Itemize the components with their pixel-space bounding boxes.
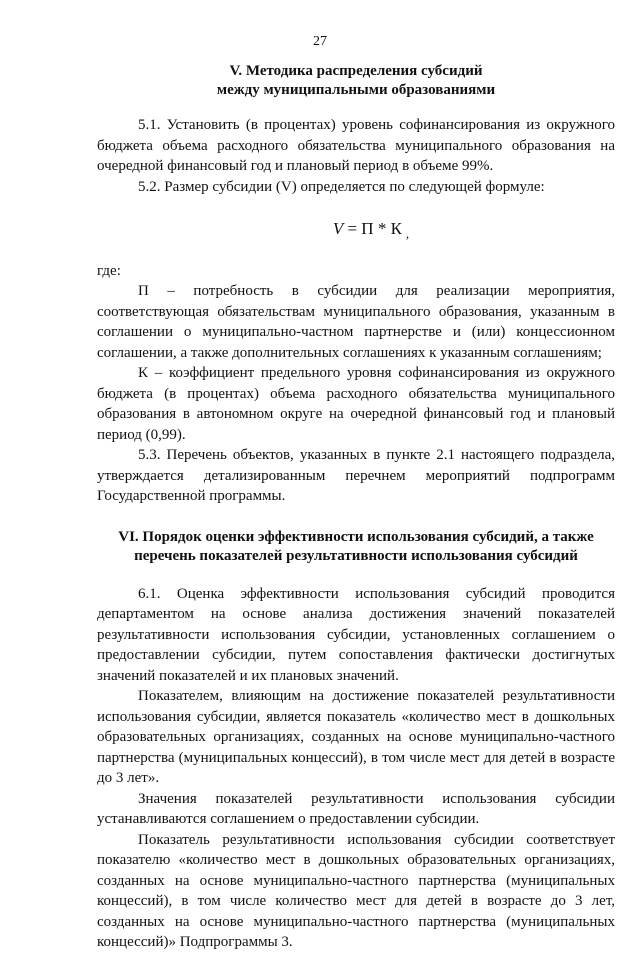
subsidy-formula (127, 219, 615, 245)
page-number: 27 (313, 34, 327, 49)
paragraph-6-indicator: Показателем, влияющим на достижение показателей результативности использования субсидии, является показатель «количество мест в дошкольных образовательных организациях, созданных на основе муниципально-частного партнерства (муниципальных концессий), в том числе мест для детей в возрасте до 3 лет». (97, 688, 615, 786)
paragraph-6-1: 6.1. Оценка эффективности использования субсидий проводится департаментом на основе анализа достижения значений показателей результативности использования субсидии, установленных соглашением о предоставлении субсидии, путем сопоставления фактически достигнутых значений показателей и их плановых значений. (97, 585, 615, 684)
section-5-heading-line-1: V. Методика распределения субсидий (229, 63, 483, 79)
formula-comma: , (405, 226, 410, 241)
section-6-heading-line-1: VI. Порядок оценки эффективности использования субсидий, а также (118, 528, 594, 545)
paragraph-5-3: 5.3. Перечень объектов, указанных в пункте 2.1 настоящего подраздела, утверждается детализированным перечнем мероприятий подпрограмм Государственной программы. (97, 447, 615, 504)
document-body (97, 62, 615, 953)
definition-k: К – коэффициент предельного уровня софинансирования из окружного бюджета (в процентах) объема расходного обязательства муниципального образования в автономном округе на очередной финансовый год и плановый период (0,99). (97, 365, 615, 443)
section-6 (97, 528, 615, 953)
paragraph-6-values: Значения показателей результативности использования субсидии устанавливаются соглашением о предоставлении субсидии. (97, 790, 615, 827)
formula-expression: = П * К (343, 219, 402, 238)
paragraph-5-2: 5.2. Размер субсидии (V) определяется по следующей формуле: (138, 178, 545, 195)
formula-variable-v: V (332, 219, 344, 238)
section-6-heading-line-2: перечень показателей результативности использования субсидий (134, 547, 578, 564)
section-5-heading-line-2: между муниципальными образованиями (216, 82, 496, 98)
paragraph-5-1: 5.1. Установить (в процентах) уровень софинансирования из окружного бюджета объема расходного обязательства муниципального образования на очередной финансовый год и плановый период в объеме 99%. (97, 117, 615, 174)
paragraph-6-correspondence: Показатель результативности использования субсидии соответствует показателю «количество мест в дошкольных образовательных организациях, созданных на основе муниципально-частного партнерства (муниципальных концессий), в том числе количество мест для детей в возрасте до 3 лет, созданных на основе муниципально-частного партнерства (муниципальных концессий)» Подпрограммы 3. (97, 831, 615, 950)
section-5 (97, 62, 615, 507)
where-label: где: (97, 262, 121, 279)
definition-p: П – потребность в субсидии для реализации мероприятия, соответствующая обязательствам муниципального образования, указанным в соглашении о муниципально-частном партнерстве и (или) концессионном соглашении, а также дополнительных соглашениях к указанным соглашениям; (97, 283, 615, 361)
